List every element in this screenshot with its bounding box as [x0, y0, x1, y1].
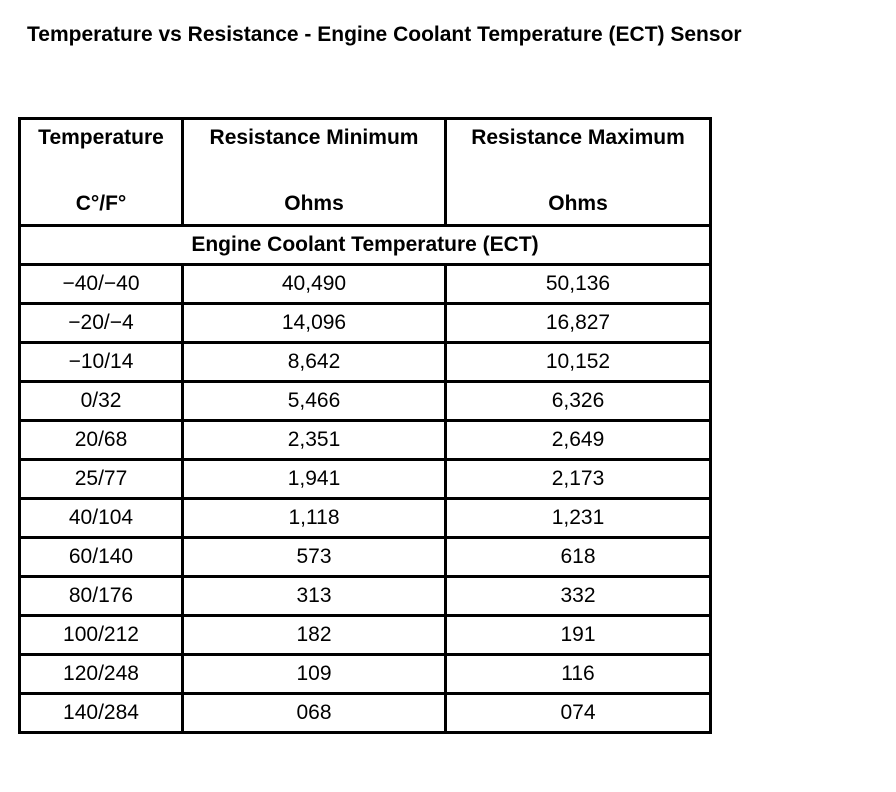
cell-resistance-max: 191	[446, 616, 711, 655]
cell-temperature: 60/140	[20, 538, 183, 577]
table-row	[20, 343, 711, 382]
cell-temperature: −20/−4	[20, 304, 183, 343]
section-row	[20, 226, 711, 265]
section-label: Engine Coolant Temperature (ECT)	[20, 226, 711, 265]
header-resistance-maximum-label: Resistance Maximum	[471, 126, 685, 149]
ect-resistance-table	[18, 117, 712, 734]
cell-resistance-max: 332	[446, 577, 711, 616]
cell-temperature: 20/68	[20, 421, 183, 460]
cell-resistance-min: 1,118	[183, 499, 446, 538]
cell-resistance-max: 116	[446, 655, 711, 694]
cell-resistance-max: 6,326	[446, 382, 711, 421]
cell-temperature: 120/248	[20, 655, 183, 694]
cell-temperature: 80/176	[20, 577, 183, 616]
table-row	[20, 460, 711, 499]
cell-resistance-max: 074	[446, 694, 711, 733]
table-row	[20, 538, 711, 577]
cell-temperature: 100/212	[20, 616, 183, 655]
table-row	[20, 694, 711, 733]
cell-resistance-min: 313	[183, 577, 446, 616]
cell-resistance-max: 10,152	[446, 343, 711, 382]
cell-temperature: 40/104	[20, 499, 183, 538]
table-row	[20, 655, 711, 694]
cell-resistance-max: 2,649	[446, 421, 711, 460]
table-row	[20, 499, 711, 538]
cell-resistance-min: 40,490	[183, 265, 446, 304]
header-resistance-maximum	[446, 119, 711, 226]
table-row	[20, 616, 711, 655]
header-resistance-minimum	[183, 119, 446, 226]
header-temperature	[20, 119, 183, 226]
cell-resistance-min: 068	[183, 694, 446, 733]
cell-resistance-max: 618	[446, 538, 711, 577]
table-row	[20, 577, 711, 616]
page-title: Temperature vs Resistance - Engine Coolant Temperature (ECT) Sensor	[27, 23, 742, 46]
header-temperature-unit: C°/F°	[75, 192, 127, 215]
cell-resistance-min: 2,351	[183, 421, 446, 460]
cell-resistance-min: 182	[183, 616, 446, 655]
header-resistance-minimum-label: Resistance Minimum	[209, 126, 419, 149]
cell-resistance-min: 1,941	[183, 460, 446, 499]
cell-temperature: 25/77	[20, 460, 183, 499]
cell-resistance-max: 2,173	[446, 460, 711, 499]
cell-resistance-min: 5,466	[183, 382, 446, 421]
cell-temperature: −40/−40	[20, 265, 183, 304]
cell-resistance-max: 50,136	[446, 265, 711, 304]
header-resistance-maximum-unit: Ohms	[548, 192, 608, 215]
header-resistance-minimum-unit: Ohms	[284, 192, 344, 215]
header-row	[20, 119, 711, 226]
cell-resistance-min: 8,642	[183, 343, 446, 382]
cell-temperature: −10/14	[20, 343, 183, 382]
cell-resistance-max: 16,827	[446, 304, 711, 343]
table-row	[20, 382, 711, 421]
table-row	[20, 421, 711, 460]
cell-resistance-max: 1,231	[446, 499, 711, 538]
cell-resistance-min: 14,096	[183, 304, 446, 343]
cell-temperature: 0/32	[20, 382, 183, 421]
table-row	[20, 304, 711, 343]
cell-temperature: 140/284	[20, 694, 183, 733]
cell-resistance-min: 109	[183, 655, 446, 694]
cell-resistance-min: 573	[183, 538, 446, 577]
table-row	[20, 265, 711, 304]
header-temperature-label: Temperature	[38, 126, 164, 149]
